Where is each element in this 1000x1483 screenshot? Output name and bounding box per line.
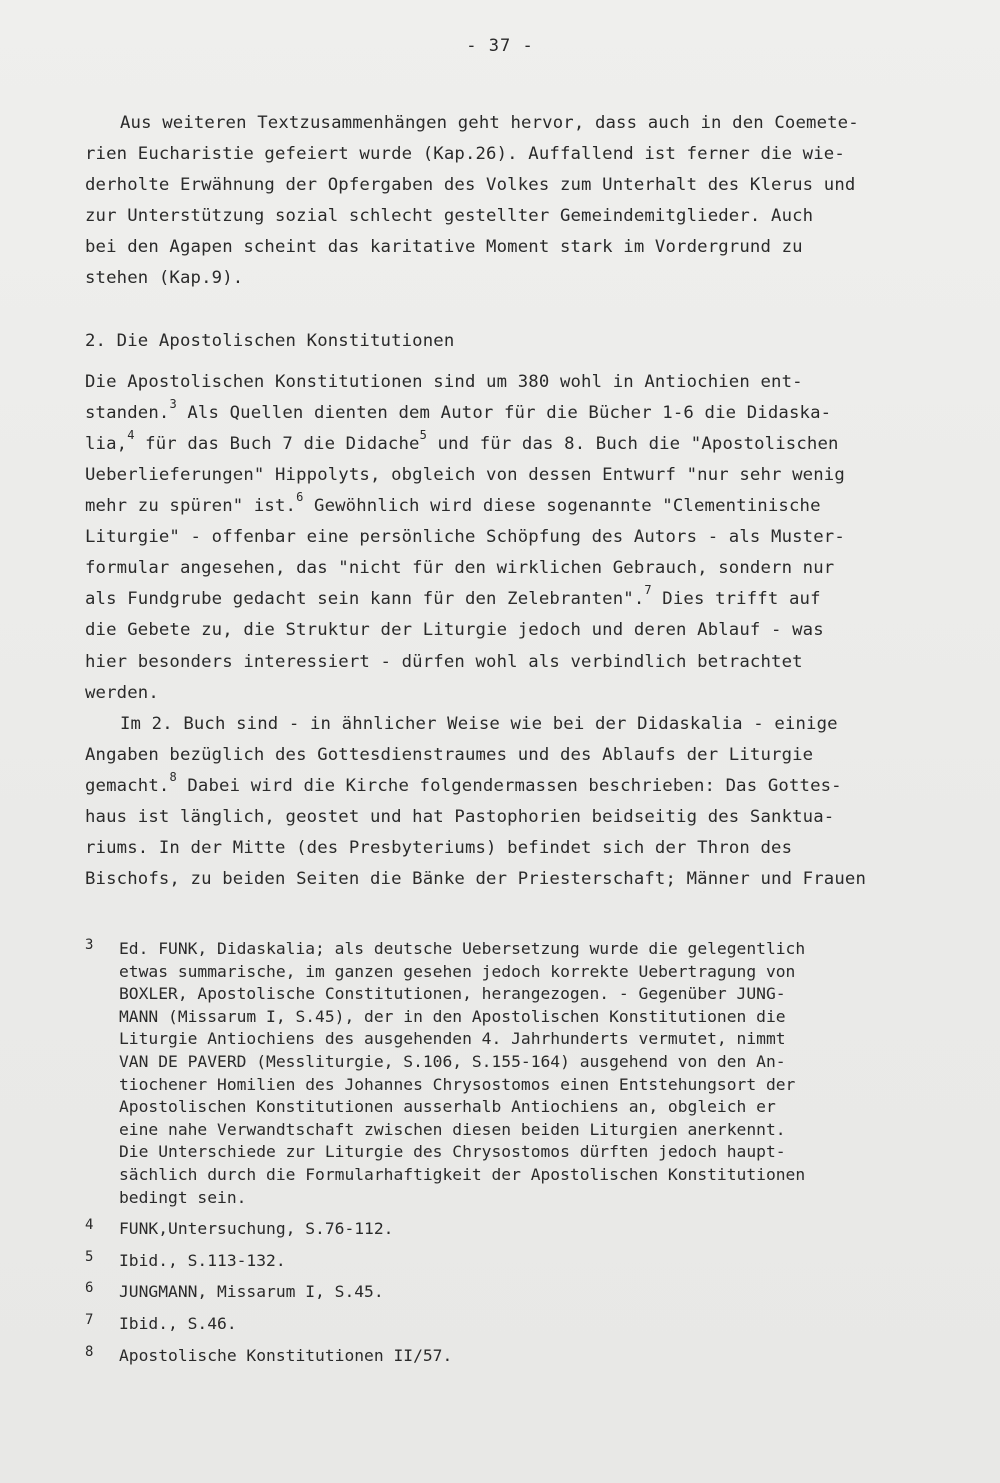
footnote-4 [85, 1218, 935, 1241]
text-line: haus ist länglich, geostet und hat Pastophorien beidseitig des Sanktua- [85, 806, 835, 827]
text-line [85, 584, 935, 615]
text-segment: gemacht. [85, 775, 170, 796]
footnote-ref[interactable]: 6 [296, 490, 304, 505]
text-segment: Gewöhnlich wird diese sogenannte "Clementinische [303, 496, 821, 517]
footnote-line: JUNGMANN, Missarum I, S.45. [119, 1282, 384, 1302]
text-segment: für das Buch 7 die Didache [134, 433, 420, 454]
text-segment: mehr zu spüren" ist. [85, 496, 297, 517]
footnote-line: Ibid., S.46. [119, 1313, 237, 1333]
text-line: rien Eucharistie gefeiert wurde (Kap.26). Auffallend ist ferner die wie- [85, 144, 845, 165]
paragraph-church-building [85, 709, 935, 896]
text-line: hier besonders interessiert - dürfen wohl als verbindlich betrachtet [85, 651, 803, 672]
text-line: zur Unterstützung sozial schlecht gestellter Gemeindemitglieder. Auch [85, 206, 814, 227]
footnote-line: Die Unterschiede zur Liturgie des Chrysostomos dürften jedoch haupt- [119, 1142, 786, 1162]
footnotes [85, 938, 935, 1367]
text-segment: standen. [85, 402, 170, 423]
text-line: Liturgie" - offenbar eine persönliche Schöpfung des Autors - als Muster- [85, 527, 845, 548]
text-line: werden. [85, 682, 159, 703]
footnote-line: BOXLER, Apostolische Constitutionen, herangezogen. - Gegenüber JUNG- [119, 984, 786, 1004]
footnote-number: 6 [85, 1280, 94, 1297]
footnote-line: etwas summarische, im ganzen gesehen jedoch korrekte Uebertragung von [119, 961, 796, 981]
text-line [85, 429, 935, 460]
text-line: die Gebete zu, die Struktur der Liturgie jedoch und deren Ablauf - was [85, 620, 824, 641]
text-line: derholte Erwähnung der Opfergaben des Volkes zum Unterhalt des Klerus und [85, 175, 856, 196]
text-line: stehen (Kap.9). [85, 268, 244, 289]
section-heading: 2. Die Apostolischen Konstitutionen [85, 330, 455, 351]
text-segment: Dabei wird die Kirche folgendermassen beschrieben: Das Gottes- [176, 775, 842, 796]
text-segment: Dies trifft auf [651, 589, 821, 610]
footnote-line: Ibid., S.113-132. [119, 1250, 286, 1270]
footnote-line: Apostolische Konstitutionen II/57. [119, 1345, 453, 1365]
footnote-ref[interactable]: 4 [127, 427, 135, 442]
text-line: formular angesehen, das "nicht für den wirklichen Gebrauch, sondern nur [85, 558, 835, 579]
text-segment: und für das 8. Buch die "Apostolischen [426, 433, 839, 454]
text-line: bei den Agapen scheint das karitative Moment stark im Vordergrund zu [85, 237, 803, 258]
footnote-line: tiochener Homilien des Johannes Chrysostomos einen Entstehungsort der [119, 1074, 796, 1094]
footnote-7 [85, 1313, 935, 1336]
text-segment: lia, [85, 433, 128, 454]
footnote-ref[interactable]: 7 [644, 583, 652, 598]
footnote-number: 8 [85, 1343, 94, 1360]
text-line: Angaben bezüglich des Gottesdienstraumes und des Ablaufs der Liturgie [85, 744, 814, 765]
footnote-line: Ed. FUNK, Didaskalia; als deutsche Uebersetzung wurde die gelegentlich [119, 939, 806, 958]
intro-paragraph [85, 108, 935, 295]
footnote-number: 3 [85, 937, 94, 953]
footnote-5 [85, 1250, 935, 1273]
footnote-6 [85, 1281, 935, 1304]
main-text [85, 108, 935, 895]
footnote-ref[interactable]: 5 [419, 427, 427, 442]
footnote-number: 4 [85, 1217, 94, 1234]
text-segment: Als Quellen dienten dem Autor für die Bücher 1-6 die Didaska- [176, 402, 832, 423]
text-line: Im 2. Buch sind - in ähnlicher Weise wie bei der Didaskalia - einige [120, 713, 838, 734]
text-line: Die Apostolischen Konstitutionen sind um 380 wohl in Antiochien ent- [85, 371, 803, 392]
text-line [85, 398, 935, 429]
text-line: Ueberlieferungen" Hippolyts, obgleich von dessen Entwurf "nur sehr wenig [85, 464, 845, 485]
footnote-3 [85, 938, 935, 1209]
footnote-number: 7 [85, 1311, 94, 1328]
footnote-line: MANN (Missarum I, S.45), der in den Apostolischen Konstitutionen die [119, 1006, 786, 1026]
footnote-line: eine nahe Verwandtschaft zwischen diesen beiden Liturgien anerkennt. [119, 1119, 786, 1139]
text-line [85, 491, 935, 522]
footnote-number: 5 [85, 1248, 94, 1265]
footnote-line: VAN DE PAVERD (Messliturgie, S.106, S.155-164) ausgehend von den An- [119, 1051, 786, 1071]
footnote-line: sächlich durch die Formularhaftigkeit der Apostolischen Konstitutionen [119, 1164, 806, 1184]
text-line: riums. In der Mitte (des Presbyteriums) befindet sich der Thron des [85, 838, 793, 859]
footnote-line: Liturgie Antiochiens des ausgehenden 4. Jahrhunderts vermutet, nimmt [119, 1029, 786, 1049]
footnote-ref[interactable]: 3 [169, 396, 177, 411]
text-segment: als Fundgrube gedacht sein kann für den Zelebranten". [85, 589, 645, 610]
text-line: Aus weiteren Textzusammenhängen geht hervor, dass auch in den Coemete- [120, 113, 859, 133]
footnote-line: FUNK,Untersuchung, S.76-112. [119, 1219, 394, 1239]
text-line [85, 771, 935, 802]
paragraph-constitutions [85, 367, 935, 709]
page-number: - 37 - [466, 36, 534, 56]
footnote-line: bedingt sein. [119, 1187, 247, 1207]
footnote-line: Apostolischen Konstitutionen ausserhalb Antiochiens an, obgleich er [119, 1097, 776, 1117]
footnote-ref[interactable]: 8 [169, 769, 177, 784]
text-line: Bischofs, zu beiden Seiten die Bänke der Priesterschaft; Männer und Frauen [85, 869, 867, 890]
footnote-8 [85, 1345, 935, 1368]
